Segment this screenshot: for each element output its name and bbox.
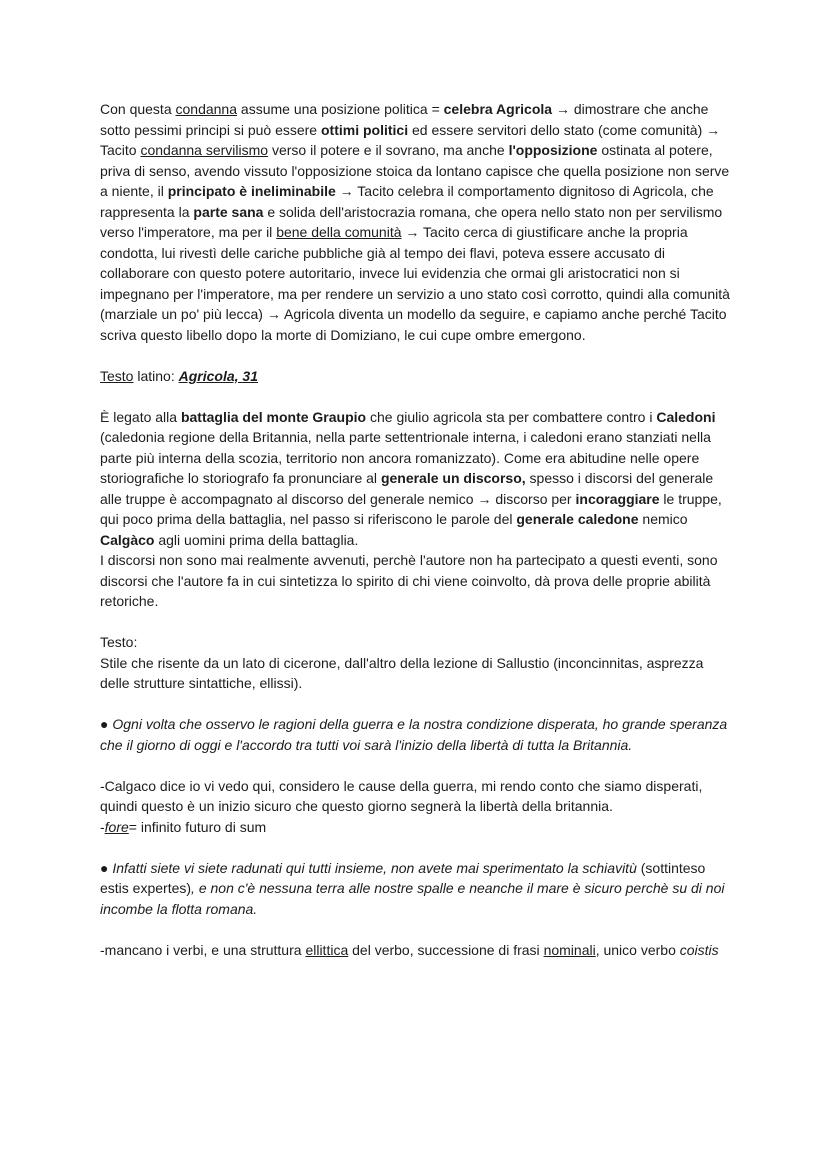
bold-term: Caledoni [656,408,716,425]
text-run: ostinata al potere, priva di senso, avendo vissuto l'opposizione stoica da lontano capisce che quella posizione non serve a niente, il [100,142,730,199]
quote-text: Infatti siete vi siete radunati qui tutti insieme, non avete mai sperimentato la schiavitù [108,859,641,876]
section-heading [100,366,730,387]
spacer [100,755,730,776]
text-run: spesso i discorsi del generale alle truppe è accompagnato al discorso del generale nemico → discorso per [100,470,714,507]
quote-note: (sottinteso estis expertes) [100,859,706,896]
spacer [100,694,730,715]
bullet-icon: ● [100,716,109,732]
bold-term: l'opposizione [508,142,598,158]
italic-term: coistis [679,941,719,958]
paragraph-syntax-notes [100,940,730,961]
underlined-term: ellittica [305,941,349,958]
text-run: agli uomini prima della battaglia. [154,531,359,548]
text-run: -Calgaco dice io vi vedo qui, considero le cause della guerra, mi rendo conto che siamo disperati, quindi questo è un inizio sicuro che questo giorno segnerà la libertà della britannia. [100,777,703,814]
bold-term: generale un discorso, [380,470,526,486]
bold-term: Calgàco [100,531,155,548]
heading-label: Testo [100,367,134,384]
bold-term: battaglia del monte Graupio [180,408,367,425]
underlined-term: condanna servilismo [140,142,269,158]
text-run: che giulio agricola sta per combattere contro i [366,408,657,425]
quote-text: , e non c'è nessuna terra alle nostre spalle e neanche il mare è sicuro perchè su di noi incombe la flotta romana. [100,880,725,917]
text-run: ed essere servitori dello stato (come comunità) → Tacito [100,121,721,158]
paragraph-speeches: I discorsi non sono mai realmente avvenuti, perchè l'autore non ha partecipato a questi eventi, sono discorsi che l'autore fa in cui sintetizza lo spirito di chi viene coinvolto, dà prova delle proprie abilità retoriche. [100,552,718,609]
paragraph-style: Stile che risente da un lato di cicerone, dall'altro della lezione di Sallustio (inconcinnitas, asprezza delle strutture sintattiche, ellissi). [100,654,704,691]
text-run: -mancano i verbi, e una struttura [100,941,306,958]
text-run: → dimostrare che anche sotto pessimi principi si può essere [100,101,709,138]
text-run: È legato alla [100,408,181,425]
underlined-term: fore [104,818,129,835]
text-run: Con questa [100,101,176,117]
paragraph-battle-context [100,407,730,551]
text-run: del verbo, successione di frasi [348,941,544,958]
text-run: → Tacito cerca di giustificare anche la propria condotta, lui rivestì delle cariche pubbliche già al tempo dei flavi, poteva essere accusato di collaborare con questo potere autoritario, invece lui evidenzia che ormai gli aristocratici non si impegnano per l'imperatore, ma per rendere un servizio a uno stato così corrotto, quindi alla comunità (marziale un po' più lecca) → Agricola diventa un modello da seguire, e capiamo anche perché Tacito scriva questo libello dopo la morte di Domiziano, le cui cupe ombre emergono. [100,224,730,343]
text-run: → Tacito celebra il comportamento dignitoso di Agricola, che rappresenta la [100,183,714,220]
underlined-term: bene della comunità [276,224,402,240]
text-run: , unico verbo [595,941,680,958]
spacer [100,837,730,858]
translation-quote-1 [100,714,730,755]
spacer [100,345,730,366]
bold-term: incoraggiare [575,490,660,507]
underlined-term: condanna [175,101,238,117]
bold-term: principato è ineliminabile [167,183,336,199]
text-run: verso il potere e il sovrano, ma anche [268,142,509,158]
paragraph-style-label: Testo: [100,634,138,650]
text-run: - [100,818,105,835]
quote-text: Ogni volta che osservo le ragioni della guerra e la nostra condizione disperata, ho grande speranza che il giorno di oggi e l'accordo tra tutti voi sarà l'inizio della libertà di tutta la Britannia. [100,716,728,753]
spacer [100,919,730,940]
text-run: e solida dell'aristocrazia romana, che opera nello stato non per servilismo verso l'imperatore, ma per il [100,203,723,240]
translation-quote-2 [100,858,730,920]
heading-text: latino: [133,367,179,384]
spacer [100,612,730,633]
text-run: = infinito futuro di sum [128,818,267,835]
spacer [100,386,730,407]
bold-term: ottimi politici [321,121,409,138]
paragraph-calgaco-commentary [100,776,730,838]
bold-term: celebra Agricola [443,101,553,117]
bullet-icon: ● [100,859,109,876]
bold-term: parte sana [193,203,264,220]
text-run: le truppe, qui poco prima della battaglia, nel passo si riferiscono le parole del [100,490,722,527]
underlined-term: nominali [543,941,596,958]
text-run: (caledonia regione della Britannia, nella parte settentrionale interna, i caledoni erano stanziati nella parte più interna della scozia, territorio non ancora romanizzato). Come era abitudine nelle opere storiografiche lo storiografo fa pronunciare al [100,429,711,486]
paragraph-agricola-politics [100,99,730,345]
document-page [100,99,730,960]
text-run: nemico [638,511,688,527]
text-run: assume una posizione politica = [237,101,444,117]
bold-term: generale caledone [516,511,639,527]
heading-title: Agricola, 31 [178,367,258,384]
